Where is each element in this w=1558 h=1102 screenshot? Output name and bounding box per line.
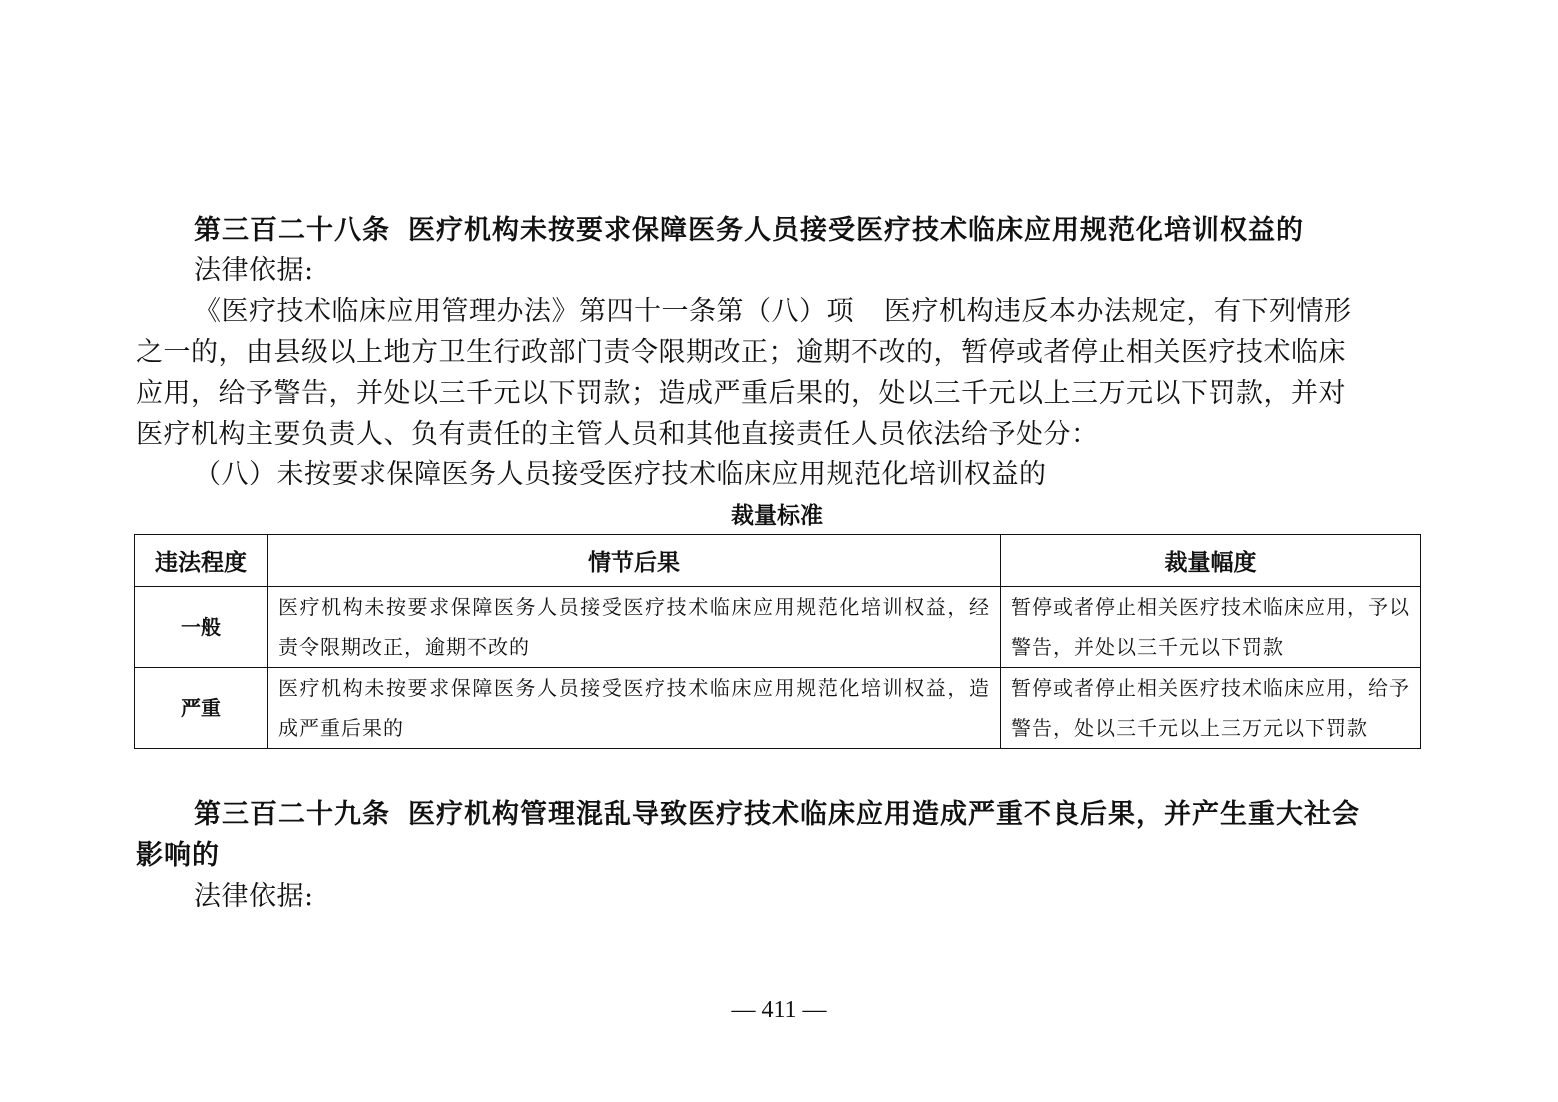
header-penalty-range: 裁量幅度 bbox=[1001, 535, 1421, 587]
discretion-standard-table bbox=[134, 534, 1421, 749]
article-329-heading bbox=[194, 795, 1360, 835]
article-329-basis-label: 法律依据: bbox=[194, 881, 314, 912]
article-329-number: 第三百二十九条 bbox=[194, 799, 390, 830]
article-328-basis-line-3: 应用，给予警告，并处以三千元以下罚款；造成严重后果的，处以三千元以上三万元以下罚款，并对 bbox=[136, 378, 1346, 409]
row-level-general: 一般 bbox=[135, 587, 268, 668]
article-328-basis-reference: 《医疗技术临床应用管理办法》第四十一条第（八）项 bbox=[194, 296, 854, 327]
row-penalty-serious: 暂停或者停止相关医疗技术临床应用，给予警告，处以三千元以上三万元以下罚款 bbox=[1001, 668, 1421, 749]
row-level-serious: 严重 bbox=[135, 668, 268, 749]
article-328-basis-label: 法律依据: bbox=[194, 255, 314, 286]
table-row bbox=[135, 587, 1421, 668]
page-number: — 411 — bbox=[731, 997, 827, 1023]
row-penalty-general: 暂停或者停止相关医疗技术临床应用，予以警告，并处以三千元以下罚款 bbox=[1001, 587, 1421, 668]
article-328-basis-line-1: 医疗机构违反本办法规定，有下列情形 bbox=[884, 296, 1352, 327]
article-329-title-line-2: 影响的 bbox=[136, 840, 220, 871]
standard-table-title: 裁量标准 bbox=[731, 503, 823, 529]
article-329-title-line-1: 医疗机构管理混乱导致医疗技术临床应用造成严重不良后果，并产生重大社会 bbox=[408, 799, 1360, 830]
article-328-heading bbox=[194, 211, 1304, 251]
article-328-basis-first-line bbox=[194, 292, 1352, 332]
article-328-basis-line-2: 之一的，由县级以上地方卫生行政部门责令限期改正；逾期不改的，暂停或者停止相关医疗技术临床 bbox=[136, 337, 1346, 368]
article-328-item-8: （八）未按要求保障医务人员接受医疗技术临床应用规范化培训权益的 bbox=[194, 459, 1047, 490]
article-328-basis-line-4: 医疗机构主要负责人、负有责任的主管人员和其他直接责任人员依法给予处分： bbox=[136, 419, 1099, 450]
table-header-row bbox=[135, 535, 1421, 587]
row-circumstance-serious: 医疗机构未按要求保障医务人员接受医疗技术临床应用规范化培训权益，造成严重后果的 bbox=[268, 668, 1001, 749]
header-violation-degree: 违法程度 bbox=[135, 535, 268, 587]
article-328-title: 医疗机构未按要求保障医务人员接受医疗技术临床应用规范化培训权益的 bbox=[408, 215, 1304, 246]
header-circumstance: 情节后果 bbox=[268, 535, 1001, 587]
row-circumstance-general: 医疗机构未按要求保障医务人员接受医疗技术临床应用规范化培训权益，经责令限期改正，逾期不改的 bbox=[268, 587, 1001, 668]
article-328-number: 第三百二十八条 bbox=[194, 215, 390, 246]
table-row bbox=[135, 668, 1421, 749]
